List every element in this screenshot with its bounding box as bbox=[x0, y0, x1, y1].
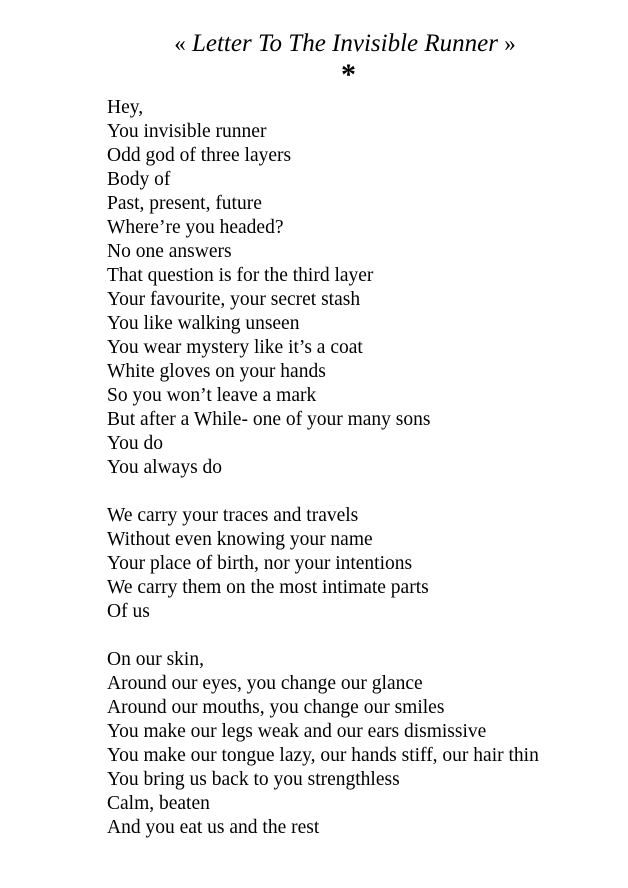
poem-line: You make our tongue lazy, our hands stiff, our hair thin bbox=[107, 745, 539, 766]
poem-line: Past, present, future bbox=[107, 193, 262, 214]
poem-line: You always do bbox=[107, 457, 223, 478]
poem-line: On our skin, bbox=[107, 649, 204, 670]
poem-line: But after a While- one of your many sons bbox=[107, 409, 431, 430]
poem-body bbox=[107, 96, 539, 864]
poem-line: You do bbox=[107, 433, 164, 454]
poem-line: Your place of birth, nor your intentions bbox=[107, 553, 413, 574]
poem-line: White gloves on your hands bbox=[107, 361, 326, 382]
stanza-3 bbox=[107, 648, 539, 840]
stanza-1 bbox=[107, 96, 539, 480]
poem-line: And you eat us and the rest bbox=[107, 817, 320, 838]
poem-line: You bring us back to you strengthless bbox=[107, 769, 400, 790]
poem-line: Around our mouths, you change our smiles bbox=[107, 697, 445, 718]
poem-line: You wear mystery like it’s a coat bbox=[107, 337, 363, 358]
poem-line: You make our legs weak and our ears dismissive bbox=[107, 721, 487, 742]
title-close-quote: » bbox=[504, 31, 516, 56]
poem-line: Of us bbox=[107, 601, 150, 622]
poem-line: We carry them on the most intimate parts bbox=[107, 577, 429, 598]
poem-line: We carry your traces and travels bbox=[107, 505, 359, 526]
poem-line: Without even knowing your name bbox=[107, 529, 373, 550]
stanza-2 bbox=[107, 504, 539, 624]
poem-line: So you won’t leave a mark bbox=[107, 385, 317, 406]
title-text: Letter To The Invisible Runner bbox=[191, 30, 498, 57]
poem-title bbox=[0, 28, 628, 60]
poem-line: No one answers bbox=[107, 241, 232, 262]
poem-line: Where’re you headed? bbox=[107, 217, 284, 238]
poem-line: Hey, bbox=[107, 97, 144, 118]
poem-line: You invisible runner bbox=[107, 121, 267, 142]
asterisk-separator: * bbox=[341, 58, 356, 91]
poem-line: Odd god of three layers bbox=[107, 145, 292, 166]
poem-line: Body of bbox=[107, 169, 171, 190]
poem-line: That question is for the third layer bbox=[107, 265, 374, 286]
title-open-quote: « bbox=[174, 31, 186, 56]
poem-line: Your favourite, your secret stash bbox=[107, 289, 361, 310]
poem-line: Calm, beaten bbox=[107, 793, 210, 814]
poem-line: Around our eyes, you change our glance bbox=[107, 673, 423, 694]
poem-line: You like walking unseen bbox=[107, 313, 300, 334]
